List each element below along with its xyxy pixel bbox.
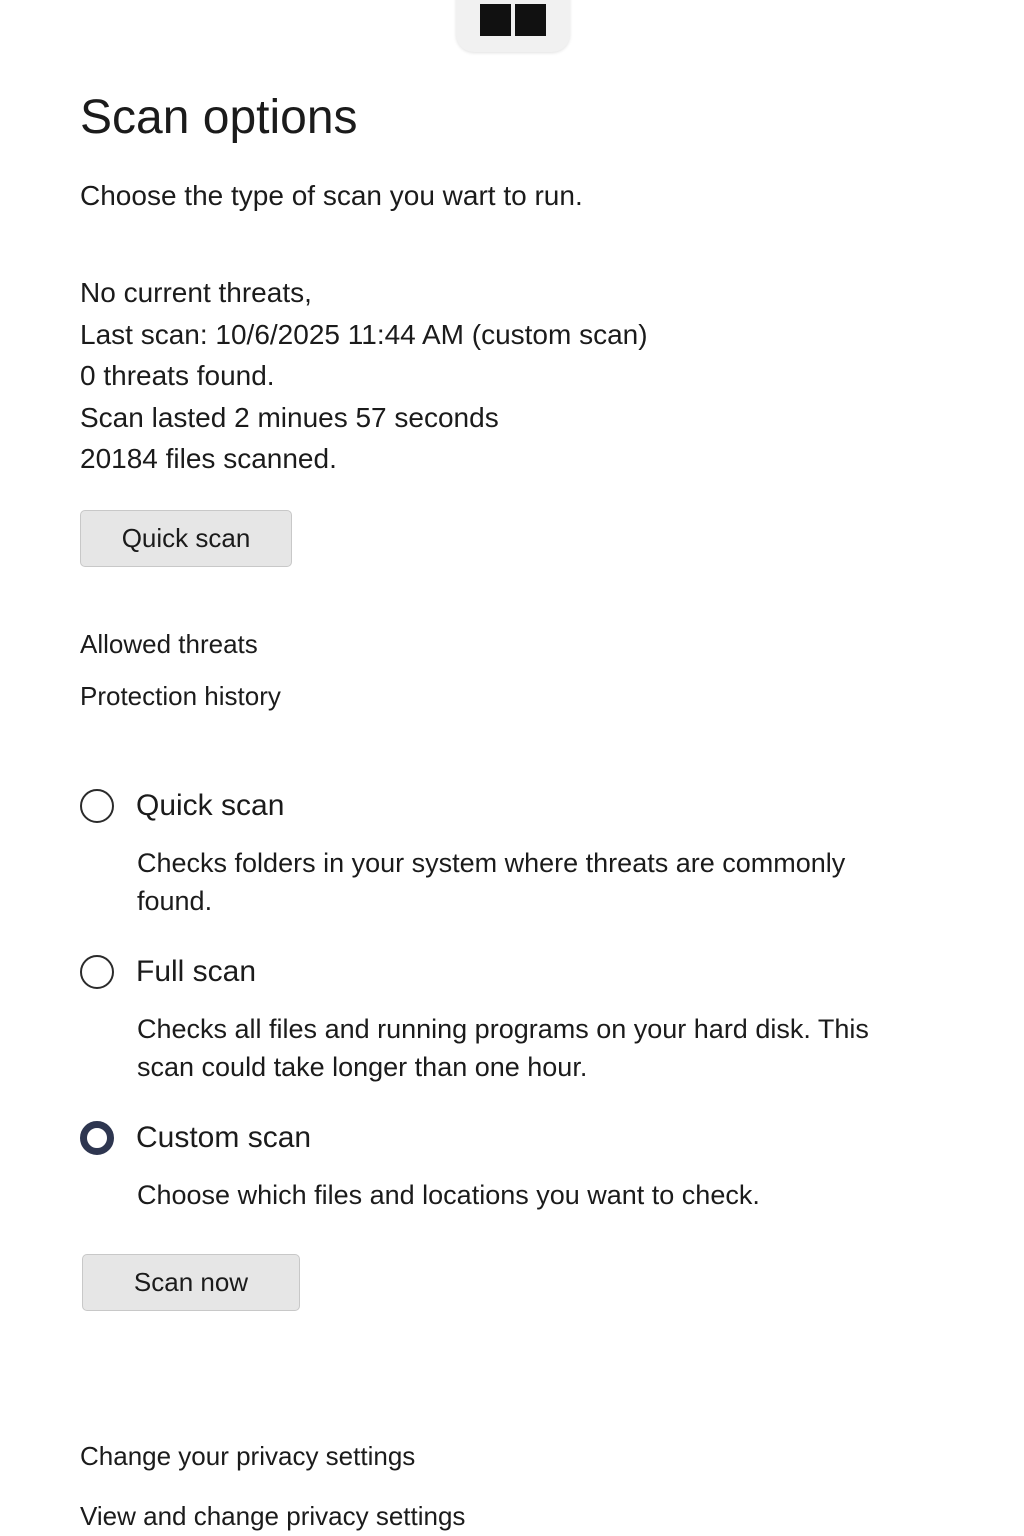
quick-scan-option[interactable] [80, 786, 940, 920]
threat-status-text: No current threats, [80, 277, 312, 308]
quick-scan-description: Checks folders in your system where threats are commonly found. [137, 848, 846, 916]
files-scanned-text: 20184 files scanned. [80, 443, 337, 474]
custom-scan-radio-row[interactable] [80, 1118, 940, 1158]
custom-scan-description: Choose which files and locations you want to check. [137, 1180, 760, 1210]
allowed-threats-link[interactable]: Allowed threats [80, 629, 258, 659]
scan-now-button[interactable]: Scan now [82, 1254, 300, 1311]
page-title: Scan options [80, 91, 358, 144]
custom-scan-radio[interactable] [80, 1121, 114, 1155]
change-privacy-settings-link[interactable]: Change your privacy settings [80, 1441, 416, 1471]
scan-status [80, 272, 648, 480]
windows-logo-icon [480, 2, 546, 38]
quick-scan-label: Quick scan [136, 789, 285, 822]
last-scan-text: Last scan: 10/6/2025 11:44 AM (custom scan) [80, 318, 648, 350]
view-privacy-settings-link[interactable]: View and change privacy settings [80, 1501, 466, 1531]
full-scan-description: Checks all files and running programs on your hard disk. This scan could take longer than one hour. [137, 1014, 869, 1082]
custom-scan-option[interactable] [80, 1118, 940, 1214]
custom-scan-label: Custom scan [136, 1121, 312, 1154]
quick-scan-radio[interactable] [80, 789, 114, 823]
full-scan-radio[interactable] [80, 955, 114, 989]
full-scan-option[interactable] [80, 952, 940, 1086]
full-scan-radio-row[interactable] [80, 952, 940, 992]
scan-duration-text: Scan lasted 2 minues 57 seconds [80, 401, 499, 433]
page-subtitle: Choose the type of scan you wart to run. [80, 180, 583, 211]
app-logo-tab [456, 0, 570, 52]
quick-scan-radio-row[interactable] [80, 786, 940, 826]
quick-scan-button[interactable]: Quick scan [80, 510, 292, 567]
full-scan-label: Full scan [136, 955, 257, 988]
protection-history-link[interactable]: Protection history [80, 681, 281, 711]
threats-found-text: 0 threats found. [80, 360, 275, 391]
